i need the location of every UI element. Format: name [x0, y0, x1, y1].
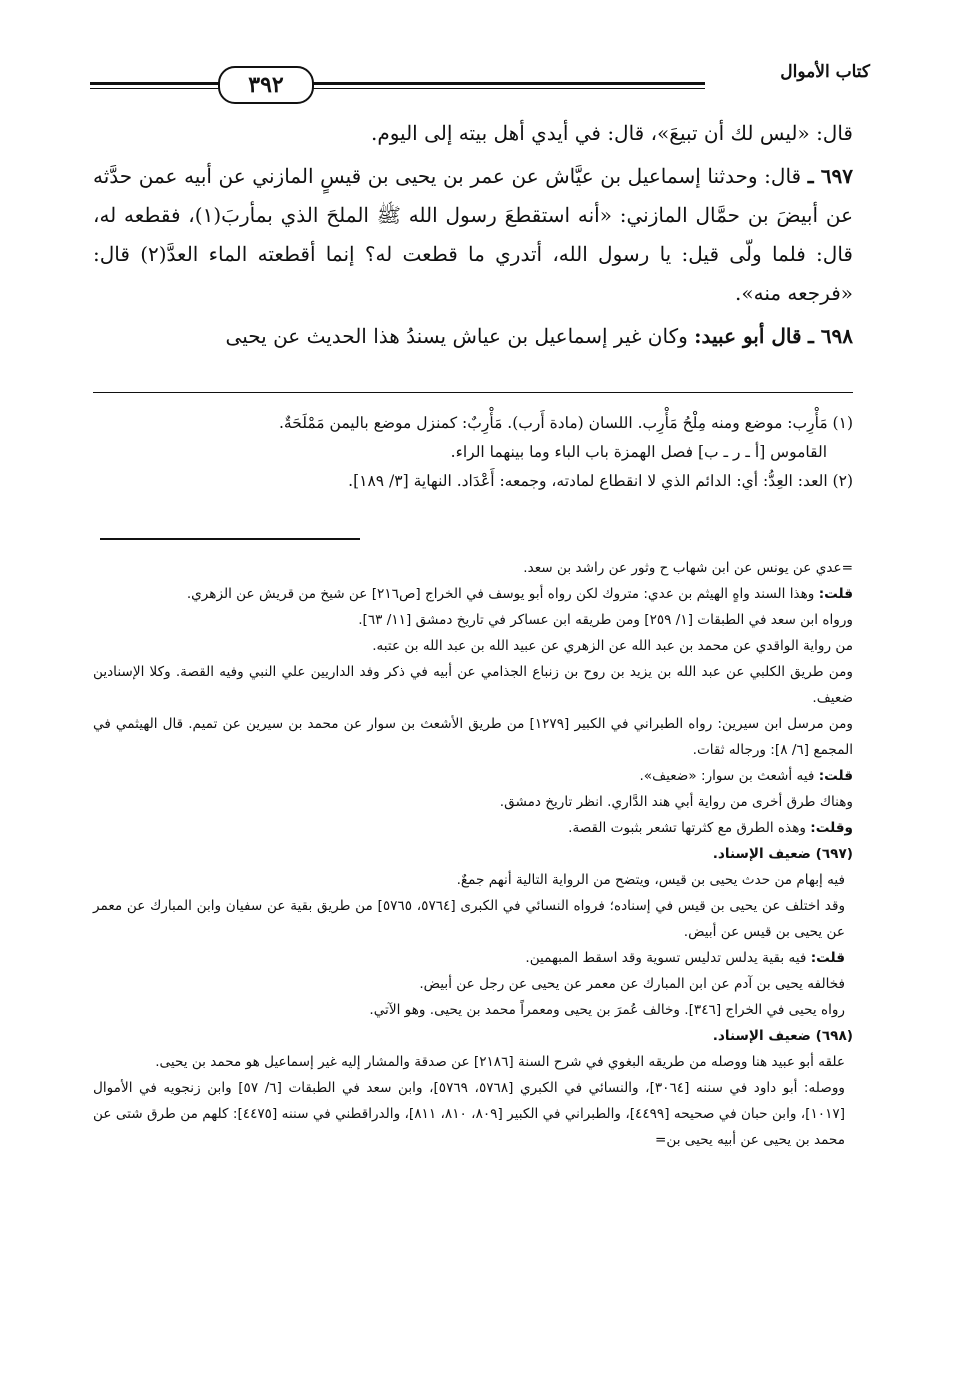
commentary-heading-697: (٦٩٧) ضعيف الإسناد. [712, 846, 853, 862]
book-title: كتاب الأموال [780, 62, 870, 82]
commentary-line: وهناك طرق أخرى من رواية أبي هند الدَّاري. انظر تاريخ دمشق. [499, 794, 853, 810]
commentary-line: ووصله: أبو داود في سننه [٣٠٦٤]، والنسائي في الكبري [٥٧٦٨، ٥٧٦٩]، وابن سعد في الطبقات [٦/ ٥٧] وابن زنجويه في الأموال [١٠١٧]، وابن حبان في صحيحه [٤٤٩٩]، والطبراني في الكبير [٨٠٩، ٨١٠، ٨١١]، والدراقطني في سننه [٤٤٧٥]: كلهم من طرق شتى عن محمد بن يحيى عن أبيه يحيى بن= [93, 1080, 846, 1148]
hadith-697-number: ٦٩٧ ـ [807, 164, 854, 188]
commentary-line: علقه أبو عبيد هنا ووصله من طريقه البغوي في شرح السنة [٢١٨٦] عن صدقة والمشار إليه غير إسماعيل هو محمد بن يحيى. [155, 1054, 845, 1070]
main-footnote-separator [93, 392, 853, 393]
commentary-text: وهذا السند واهٍ الهيثم بن عدي: متروك لكن رواه أبو يوسف في الخراج [ص٢١٦] عن شيخ من قريش عن الزهري. [186, 586, 815, 602]
commentary-line: وقد اختلف عن يحيى بن قيس في إسناده؛ فرواه النسائي في الكبرى [٥٧٦٤، ٥٧٦٥] من طريق بقية عن سفيان وابن المبارك عن معمر عن يحيى بن قيس عن أبيض. [93, 898, 846, 940]
commentary-line [93, 763, 853, 789]
main-text [93, 114, 853, 360]
header-rule-thin [90, 88, 705, 89]
footnotes [93, 410, 853, 497]
commentary-label: قلت: [818, 586, 853, 602]
commentary-text: فيه أشعث بن سوار: «ضعيف». [639, 768, 815, 784]
commentary-text: فيه بقية يدلس تدليس تسوية وقد اسقط المبهمين. [525, 950, 807, 966]
hadith-697-text: قال: وحدثنا إسماعيل بن عيَّاش عن عمر بن يحيى بن قيسٍ المازني عن أبيه عمن حدَّثه عن أبيضَ بن حمَّال المازني: «أنه استقطعَ رسول الله ﷺ الملحَ الذي بمأربَ(١)، فقطعه له، قال: فلما ولّى قيل: يا رسول الله، أتدري ما قطعت له؟ إنما أقطعته الماء العدَّ(٢) قال: «فرجعه منه». [93, 164, 854, 305]
header-rule [90, 82, 705, 85]
footnote-2: (٢) العد: العِدُّ: أي: الدائم الذي لا انقطاع لمادته، وجمعه: أَعْدَاد. النهاية [٣/ ١٨٩]. [348, 472, 853, 490]
footnote-1-continued: القاموس [أ ـ ر ـ ب] فصل الهمزة باب الباء وما بينهما الراء. [450, 443, 827, 461]
commentary-line: من رواية الواقدي عن محمد بن عبد الله عن الزهري عن عبيد الله بن عبد الله بن عتبه. [372, 638, 853, 654]
hadith-698 [93, 317, 853, 356]
commentary-label: قلت: [818, 768, 853, 784]
hadith-698-label: قال أبو عبيد: [694, 324, 802, 348]
commentary-line: فخالفه يحيى بن آدم عن ابن المبارك عن معمر عن يحيى عن رجل عن أبيض. [419, 976, 845, 992]
commentary-label: قلت: [810, 950, 845, 966]
hadith-698-number: ٦٩٨ ـ [807, 324, 853, 348]
commentary-line: رواه يحيى في الخراج [٣٤٦]. وخالف عُمرَ بن يحيى ومعمراً محمد بن يحيى. وهو الآتي. [369, 1002, 845, 1018]
commentary-line [93, 815, 853, 841]
hadith-698-text: وكان غير إسماعيل بن عياش يسندُ هذا الحديث عن يحيى [225, 324, 688, 348]
commentary-line [93, 945, 845, 971]
main-line-1: قال: «ليس لك أن تبيعَ»، قال: في أيدي أهل بيته إلى اليوم. [370, 121, 853, 145]
commentary-label: وقلت: [810, 820, 853, 836]
hadith-697 [93, 157, 853, 313]
footnote-1: (١) مَأْرِب: موضع ومنه مِلْحُ مَأْرِب. اللسان (مادة أَرب). مَأْرِبٌ: كمنزل موضع باليمن مَمْلَحَةٌ. [278, 414, 853, 432]
commentary-line: ومن مرسل ابن سيرين: رواه الطبراني في الكبير [١٢٧٩] من طريق الأشعث بن سوار عن محمد بن سيرين عن تميم. قال الهيثمي في المجمع [٦/ ٨]: ورجاله ثقات. [93, 716, 853, 758]
page-number: ٣٩٢ [218, 66, 314, 104]
commentary-line: =عدي عن يونس عن ابن شهاب ح وثور عن راشد بن سعد. [523, 560, 853, 576]
commentary-text: وهذه الطرق مع كثرتها تشعر بثبوت القصة. [568, 820, 806, 836]
commentary-line: ومن طريق الكلبي عن عبد الله بن يزيد بن روح بن زنباع الجذامي عن أبيه في ذكر وفد الداريين علي النبي وفيه القصة. وكلا الإسنادين ضعيف. [93, 664, 853, 706]
commentary [93, 555, 853, 1153]
page-header [90, 56, 870, 106]
commentary-line: ورواه ابن سعد في الطبقات [١/ ٢٥٩] ومن طريقه ابن عساكر في تاريخ دمشق [١١/ ٦٣]. [358, 612, 853, 628]
commentary-line: فيه إبهام من حدث يحيى بن قيس، ويتضح من الرواية التالية أنهم جمعٌ. [456, 872, 845, 888]
commentary-line [93, 581, 853, 607]
commentary-heading-698: (٦٩٨) ضعيف الإسناد. [712, 1028, 853, 1044]
commentary-separator [100, 538, 360, 540]
